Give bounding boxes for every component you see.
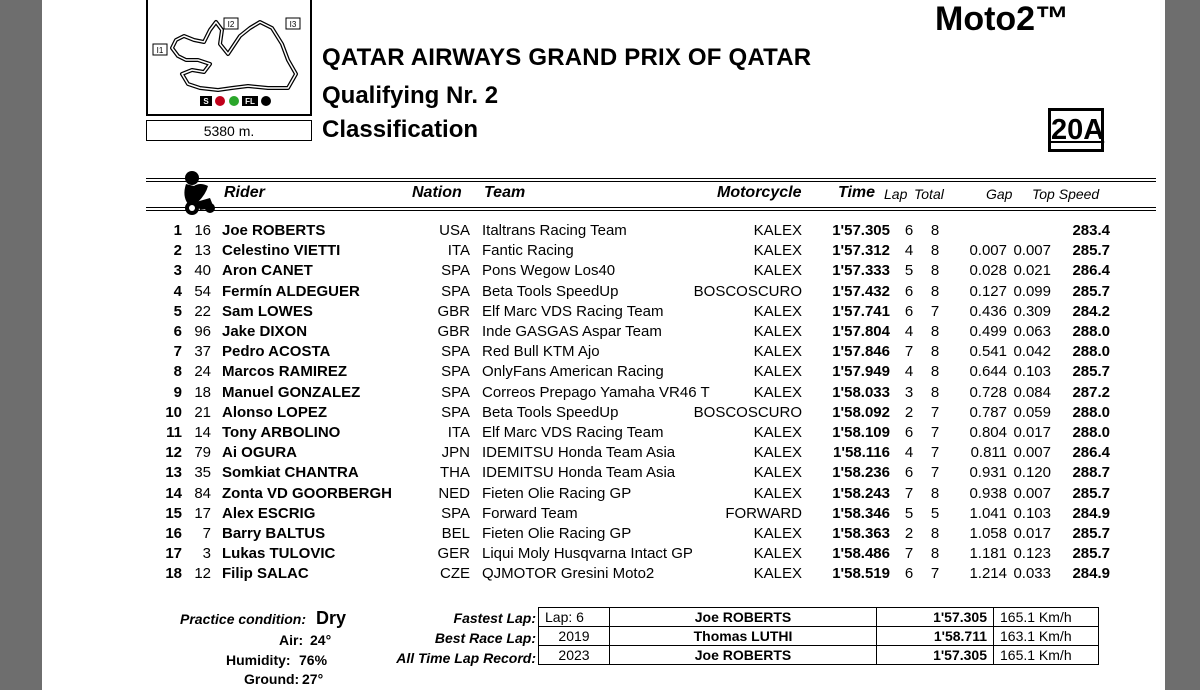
motorcycle-make: KALEX (753, 525, 802, 542)
lap-time: 1'57.804 (832, 323, 890, 340)
gap-to-leader: 0.728 (969, 383, 1007, 401)
divider (146, 210, 1156, 211)
record-rider: Joe ROBERTS (610, 608, 877, 627)
gap-to-leader: 0.644 (969, 363, 1007, 381)
gap-to-previous: 0.017 (1013, 424, 1051, 441)
team-name: Fieten Olie Racing GP (482, 525, 632, 542)
result-row (42, 262, 1165, 282)
top-speed: 287.2 (1072, 383, 1110, 401)
circuit-map-icon (148, 0, 310, 114)
team-name: OnlyFans American Racing (482, 363, 664, 381)
col-header-lap: Lap (884, 186, 908, 202)
result-position: 15 (165, 504, 182, 522)
rider-number: 37 (194, 343, 211, 361)
practice-condition-label: Practice condition: (180, 611, 307, 627)
result-position: 2 (173, 242, 182, 260)
lap-time: 1'57.333 (832, 262, 890, 280)
rider-number: 24 (194, 363, 211, 381)
gap-to-leader: 0.499 (969, 323, 1007, 340)
fastest-lap-label: Fastest Lap: (453, 610, 536, 626)
circuit-map (146, 0, 312, 116)
rider-number: 84 (194, 484, 211, 502)
total-laps: 7 (930, 403, 940, 421)
gap-to-previous: 0.021 (1013, 262, 1051, 280)
lap-time: 1'58.109 (832, 424, 890, 441)
air-label: Air: (279, 632, 304, 648)
best-lap-number: 6 (904, 222, 914, 239)
result-position: 3 (173, 262, 182, 280)
top-speed: 284.2 (1072, 302, 1110, 320)
gap-to-previous: 0.007 (1013, 484, 1051, 502)
rider-name: Barry BALTUS (222, 525, 326, 542)
rider-name: Aron CANET (222, 262, 313, 280)
map-label-i1: I1 (156, 46, 164, 55)
record-lap: Lap: 6 (539, 608, 610, 627)
col-header-gap: Gap (986, 186, 1013, 202)
record-row (539, 627, 1099, 646)
rider-number: 17 (194, 504, 211, 522)
motorcycle-make: KALEX (753, 343, 802, 361)
result-row (42, 303, 1165, 323)
rider-number: 16 (194, 222, 211, 239)
motorcycle-make: BOSCOSCURO (693, 282, 802, 300)
team-name: Beta Tools SpeedUp (482, 282, 619, 300)
best-lap-number: 5 (904, 262, 914, 280)
rider-number: 14 (194, 424, 211, 441)
rider-name: Pedro ACOSTA (222, 343, 331, 361)
lap-time: 1'58.519 (832, 565, 890, 583)
best-lap-number: 6 (904, 565, 914, 583)
team-name: Inde GASGAS Aspar Team (482, 323, 662, 340)
rider-nation: SPA (441, 504, 470, 522)
motorcycle-make: KALEX (753, 262, 802, 280)
humidity-value: 76% (299, 652, 328, 668)
result-row (42, 505, 1165, 525)
best-lap-number: 7 (904, 343, 914, 361)
total-laps: 8 (930, 343, 940, 361)
result-row (42, 545, 1165, 565)
team-name: QJMOTOR Gresini Moto2 (482, 565, 655, 583)
col-header-motorcycle: Motorcycle (717, 184, 802, 201)
rider-number: 35 (194, 464, 211, 482)
result-position: 5 (173, 302, 182, 320)
motorcycle-make: KALEX (753, 565, 802, 583)
rider-nation: THA (440, 464, 470, 482)
top-speed: 284.9 (1072, 504, 1110, 522)
result-position: 9 (173, 383, 182, 401)
lap-time: 1'58.092 (832, 403, 890, 421)
top-speed: 286.4 (1072, 262, 1110, 280)
best-lap-number: 6 (904, 424, 914, 441)
best-lap-number: 2 (904, 403, 914, 421)
result-position: 13 (165, 464, 182, 482)
team-name: Fantic Racing (482, 242, 574, 260)
motorcycle-make: KALEX (753, 545, 802, 563)
top-speed: 286.4 (1072, 444, 1110, 462)
motorcycle-make: KALEX (753, 323, 802, 340)
team-name: Liqui Moly Husqvarna Intact GP (482, 545, 693, 563)
rider-nation: SPA (441, 403, 470, 421)
gap-to-leader: 0.787 (969, 403, 1007, 421)
rider-number: 79 (194, 444, 211, 462)
lap-time: 1'57.312 (832, 242, 890, 260)
top-speed: 288.7 (1072, 464, 1110, 482)
motorcycle-make: KALEX (753, 484, 802, 502)
all-time-record-label: All Time Lap Record: (396, 650, 536, 666)
result-row (42, 525, 1165, 545)
best-lap-number: 7 (904, 545, 914, 563)
col-header-time: Time (838, 184, 876, 201)
rider-name: Alex ESCRIG (222, 504, 316, 522)
top-speed: 285.7 (1072, 545, 1110, 563)
rider-name: Marcos RAMIREZ (222, 363, 348, 381)
best-lap-number: 5 (904, 504, 914, 522)
lap-time: 1'58.486 (832, 545, 890, 563)
rider-number: 22 (194, 302, 211, 320)
result-row (42, 565, 1165, 585)
rider-name: Celestino VIETTI (222, 242, 341, 260)
total-laps: 8 (930, 262, 940, 280)
total-laps: 8 (930, 383, 940, 401)
rider-name: Manuel GONZALEZ (222, 383, 361, 401)
motorcycle-rider-icon (178, 168, 220, 216)
top-speed: 285.7 (1072, 525, 1110, 542)
col-header-rider: Rider (224, 184, 265, 201)
rider-nation: JPN (441, 444, 470, 462)
rider-name: Alonso LOPEZ (222, 403, 327, 421)
result-position: 14 (165, 484, 182, 502)
record-time: 1'57.305 (877, 646, 994, 665)
rider-nation: ITA (447, 424, 470, 441)
gap-to-leader: 1.181 (969, 545, 1007, 563)
circuit-length: 5380 m. (146, 120, 312, 141)
rider-number: 12 (194, 565, 211, 583)
col-header-total: Total (914, 186, 944, 202)
gap-to-previous: 0.120 (1013, 464, 1051, 482)
rider-nation: SPA (441, 343, 470, 361)
team-name: Italtrans Racing Team (482, 222, 627, 239)
best-lap-number: 4 (904, 363, 914, 381)
gap-to-previous: 0.099 (1013, 282, 1051, 300)
total-laps: 7 (930, 424, 940, 441)
gap-to-previous: 0.084 (1013, 383, 1051, 401)
rider-nation: GBR (437, 323, 470, 340)
gap-to-previous: 0.017 (1013, 525, 1051, 542)
gap-to-previous: 0.103 (1013, 504, 1051, 522)
top-speed: 288.0 (1072, 343, 1110, 361)
result-row (42, 283, 1165, 303)
team-name: IDEMITSU Honda Team Asia (482, 464, 676, 482)
rider-number: 18 (194, 383, 211, 401)
rider-number: 21 (194, 403, 211, 421)
team-name: Elf Marc VDS Racing Team (482, 424, 664, 441)
record-speed: 163.1 Km/h (994, 627, 1099, 646)
gap-to-previous: 0.007 (1013, 444, 1051, 462)
rider-name: Filip SALAC (222, 565, 309, 583)
rider-name: Jake DIXON (222, 323, 308, 340)
lap-time: 1'57.846 (832, 343, 890, 361)
map-label-i3: I3 (289, 20, 297, 29)
total-laps: 8 (930, 545, 940, 563)
result-row (42, 222, 1165, 242)
lap-time: 1'57.432 (832, 282, 890, 300)
gap-to-previous: 0.123 (1013, 545, 1051, 563)
gap-to-previous: 0.042 (1013, 343, 1051, 361)
top-speed: 285.7 (1072, 242, 1110, 260)
best-race-lap-label: Best Race Lap: (434, 630, 536, 646)
col-header-nation: Nation (412, 184, 462, 201)
total-laps: 8 (930, 484, 940, 502)
record-speed: 165.1 Km/h (994, 608, 1099, 627)
session-title: Qualifying Nr. 2 (322, 82, 499, 109)
result-position: 8 (173, 363, 182, 381)
rider-nation: SPA (441, 383, 470, 401)
motorcycle-make: KALEX (753, 424, 802, 441)
top-speed: 288.0 (1072, 403, 1110, 421)
best-lap-number: 4 (904, 444, 914, 462)
record-row (539, 608, 1099, 627)
gap-to-previous: 0.063 (1013, 323, 1051, 340)
total-laps: 8 (930, 525, 940, 542)
rider-name: Sam LOWES (222, 302, 313, 320)
best-lap-number: 7 (904, 484, 914, 502)
total-laps: 7 (930, 444, 940, 462)
finish-marker-icon (229, 96, 239, 106)
speed-trap-icon (215, 96, 225, 106)
document-title: Classification (322, 116, 479, 143)
total-laps: 5 (930, 504, 940, 522)
gap-to-leader: 0.931 (969, 464, 1007, 482)
rider-nation: CZE (440, 565, 470, 583)
motorcycle-make: KALEX (753, 444, 802, 462)
col-header-top-speed: Top Speed (1032, 186, 1100, 202)
motorcycle-make: KALEX (753, 363, 802, 381)
gap-to-leader: 0.007 (969, 242, 1007, 260)
result-row (42, 384, 1165, 404)
air-value: 24° (310, 632, 332, 648)
rider-number: 13 (194, 242, 211, 260)
total-laps: 7 (930, 464, 940, 482)
gap-to-previous: 0.033 (1013, 565, 1051, 583)
gap-to-leader: 0.804 (969, 424, 1007, 441)
rider-nation: NED (438, 484, 470, 502)
rider-number: 54 (194, 282, 211, 300)
category-title: Moto2™ (935, 0, 1070, 38)
result-position: 16 (165, 525, 182, 542)
result-position: 11 (166, 424, 182, 441)
rider-nation: BEL (441, 525, 470, 542)
team-name: IDEMITSU Honda Team Asia (482, 444, 676, 462)
record-rider: Thomas LUTHI (610, 627, 877, 646)
rider-name: Tony ARBOLINO (222, 424, 341, 441)
result-row (42, 242, 1165, 262)
rider-nation: GER (437, 545, 470, 563)
record-time: 1'57.305 (877, 608, 994, 627)
lap-time: 1'58.116 (833, 444, 890, 462)
best-lap-number: 6 (904, 302, 914, 320)
gap-to-previous: 0.309 (1013, 302, 1051, 320)
total-laps: 8 (930, 222, 940, 239)
humidity-label: Humidity: (226, 652, 291, 668)
lap-time: 1'58.363 (832, 525, 890, 542)
result-position: 17 (165, 545, 182, 563)
record-row (539, 646, 1099, 665)
rider-name: Joe ROBERTS (222, 222, 326, 239)
result-position: 12 (165, 444, 182, 462)
result-position: 1 (173, 222, 182, 239)
gap-to-previous: 0.007 (1013, 242, 1051, 260)
gap-to-leader: 1.214 (969, 565, 1007, 583)
result-row (42, 323, 1165, 343)
result-row (42, 464, 1165, 484)
team-name: Correos Prepago Yamaha VR46 T (482, 383, 710, 401)
result-row (42, 404, 1165, 424)
total-laps: 7 (930, 565, 940, 583)
rider-name: Ai OGURA (222, 444, 297, 462)
map-label-i2: I2 (227, 20, 235, 29)
rider-nation: USA (439, 222, 470, 239)
motorcycle-make: KALEX (753, 242, 802, 260)
total-laps: 8 (930, 242, 940, 260)
divider (146, 207, 1156, 208)
result-position: 7 (173, 343, 182, 361)
team-name: Pons Wegow Los40 (482, 262, 616, 280)
record-time: 1'58.711 (877, 627, 994, 646)
gap-to-leader: 0.436 (969, 302, 1007, 320)
lap-time: 1'58.236 (832, 464, 890, 482)
divider (146, 178, 1156, 179)
result-row (42, 444, 1165, 464)
motorcycle-make: FORWARD (725, 504, 802, 522)
total-laps: 8 (930, 282, 940, 300)
result-position: 10 (165, 403, 182, 421)
lap-time: 1'57.305 (832, 222, 890, 239)
record-year: 2019 (539, 627, 610, 646)
rider-number: 96 (194, 323, 211, 340)
rider-name: Fermín ALDEGUER (222, 282, 360, 300)
gap-to-previous: 0.059 (1013, 403, 1051, 421)
map-label-start: S (203, 97, 209, 106)
lap-records-table (538, 607, 1099, 665)
result-position: 18 (165, 565, 182, 583)
lap-time: 1'58.243 (832, 484, 890, 502)
top-speed: 285.7 (1072, 282, 1110, 300)
lap-time: 1'57.741 (832, 302, 890, 320)
top-speed: 283.4 (1072, 222, 1110, 239)
rider-name: Lukas TULOVIC (222, 545, 336, 563)
document-code: 20A (1048, 108, 1104, 152)
best-lap-number: 6 (904, 282, 914, 300)
rider-nation: SPA (441, 282, 470, 300)
record-rider: Joe ROBERTS (610, 646, 877, 665)
record-speed: 165.1 Km/h (994, 646, 1099, 665)
result-position: 6 (173, 323, 182, 340)
best-lap-number: 4 (904, 242, 914, 260)
total-laps: 7 (930, 302, 940, 320)
team-name: Fieten Olie Racing GP (482, 484, 632, 502)
total-laps: 8 (930, 323, 940, 340)
rider-number: 7 (202, 525, 211, 542)
event-title: QATAR AIRWAYS GRAND PRIX OF QATAR (322, 44, 812, 71)
practice-condition-value: Dry (316, 608, 347, 628)
motorcycle-make: KALEX (753, 383, 802, 401)
gap-to-leader: 0.541 (969, 343, 1007, 361)
top-speed: 285.7 (1072, 363, 1110, 381)
gap-to-previous: 0.103 (1013, 363, 1051, 381)
record-year: 2023 (539, 646, 610, 665)
result-row (42, 424, 1165, 444)
rider-name: Zonta VD GOORBERGH (222, 484, 393, 502)
top-speed: 288.0 (1072, 323, 1110, 340)
gap-to-leader: 0.811 (970, 444, 1007, 462)
map-label-finish-line: FL (245, 97, 255, 106)
result-row (42, 343, 1165, 363)
gap-to-leader: 0.938 (969, 484, 1007, 502)
rider-nation: GBR (437, 302, 470, 320)
checkpoint-icon (261, 96, 271, 106)
team-name: Forward Team (482, 504, 578, 522)
rider-number: 40 (194, 262, 211, 280)
result-row (42, 485, 1165, 505)
best-lap-number: 6 (904, 464, 914, 482)
team-name: Beta Tools SpeedUp (482, 403, 619, 421)
result-position: 4 (173, 282, 182, 300)
gap-to-leader: 0.028 (969, 262, 1007, 280)
best-lap-number: 3 (904, 383, 914, 401)
lap-time: 1'57.949 (832, 363, 890, 381)
col-header-team: Team (484, 184, 526, 201)
rider-nation: SPA (441, 363, 470, 381)
rider-nation: SPA (441, 262, 470, 280)
total-laps: 8 (930, 363, 940, 381)
top-speed: 288.0 (1072, 424, 1110, 441)
ground-label: Ground: (244, 671, 300, 687)
ground-value: 27° (302, 671, 324, 687)
team-name: Elf Marc VDS Racing Team (482, 302, 664, 320)
divider (146, 181, 1156, 182)
team-name: Red Bull KTM Ajo (482, 343, 600, 361)
rider-name: Somkiat CHANTRA (222, 464, 359, 482)
lap-time: 1'58.033 (832, 383, 890, 401)
motorcycle-make: KALEX (753, 222, 802, 239)
gap-to-leader: 1.058 (969, 525, 1007, 542)
motorcycle-make: KALEX (753, 302, 802, 320)
gap-to-leader: 1.041 (969, 504, 1007, 522)
result-row (42, 363, 1165, 383)
top-speed: 284.9 (1072, 565, 1110, 583)
top-speed: 285.7 (1072, 484, 1110, 502)
lap-time: 1'58.346 (832, 504, 890, 522)
motorcycle-make: KALEX (753, 464, 802, 482)
rider-nation: ITA (447, 242, 470, 260)
best-lap-number: 4 (904, 323, 914, 340)
best-lap-number: 2 (904, 525, 914, 542)
motorcycle-make: BOSCOSCURO (693, 403, 802, 421)
gap-to-leader: 0.127 (969, 282, 1007, 300)
results-page (42, 0, 1165, 690)
rider-number: 3 (202, 545, 211, 563)
